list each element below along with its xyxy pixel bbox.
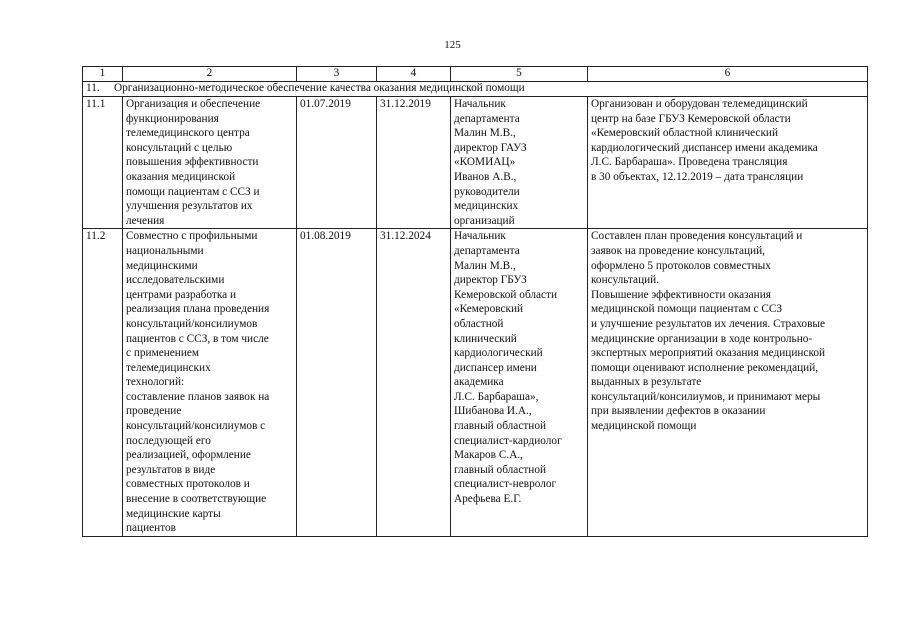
responsible-line: директор ГБУЗ: [454, 274, 527, 287]
responsible-cell: [451, 229, 588, 536]
responsible-line: медицинских: [454, 200, 519, 213]
task-line: консультаций/консилиумов с: [126, 420, 266, 433]
result-line: кардиологический диспансер имени академика: [591, 141, 818, 154]
plan-table: [82, 66, 868, 537]
responsible-line: главный областной: [454, 463, 547, 476]
section-number: 11.: [86, 82, 100, 94]
task-line: результатов в виде: [126, 463, 216, 476]
responsible-line: специалист-кардиолог: [454, 434, 562, 447]
header-row: [83, 67, 868, 82]
responsible-line: организаций: [454, 214, 515, 227]
table-row: [83, 229, 868, 536]
responsible-line: Л.С. Барбараша»,: [454, 390, 539, 403]
task-line: Совместно с профильными: [126, 230, 258, 243]
result-line: консультаций/консилиумов, и принимают меры: [591, 390, 821, 403]
task-line: медицинские карты: [126, 507, 221, 520]
result-line: центр на базе ГБУЗ Кемеровской области: [591, 112, 791, 125]
result-line: Л.С. Барбараша». Проведена трансляция: [591, 156, 788, 169]
result-line: выданных в результате: [591, 376, 702, 389]
result-line: медицинской помощи пациентам с ССЗ: [591, 303, 783, 316]
result-line: «Кемеровский областной клинический: [591, 127, 779, 140]
task-line: повышения эффективности: [126, 156, 259, 169]
task-line: телемедицинского центра: [126, 127, 250, 140]
task-line: медицинскими: [126, 259, 198, 272]
responsible-line: специалист-невролог: [454, 478, 557, 491]
end-date: 31.12.2024: [377, 229, 451, 536]
row-number: 11.1: [83, 97, 123, 229]
task-line: пациентов с ССЗ, в том числе: [126, 332, 269, 345]
responsible-line: департамента: [454, 112, 520, 125]
task-line: реализацией, оформление: [126, 449, 251, 462]
responsible-line: диспансер имени: [454, 361, 537, 374]
responsible-line: Кемеровской области: [454, 288, 558, 301]
task-line: составление планов заявок на: [126, 390, 270, 403]
result-line: медицинские организации в ходе контрольно-: [591, 332, 813, 345]
task-line: улучшения результатов их: [126, 200, 253, 213]
task-line: национальными: [126, 244, 204, 257]
result-line: медицинской помощи: [591, 420, 697, 433]
section-title: Организационно-методическое обеспечение качества оказания медицинской помощи: [114, 82, 525, 94]
table-row: [83, 97, 868, 229]
task-line: с применением: [126, 347, 200, 360]
responsible-line: директор ГАУЗ: [454, 141, 527, 154]
result-cell: [588, 97, 868, 229]
task-line: реализация плана проведения: [126, 303, 270, 316]
column-header: 1: [83, 67, 123, 82]
responsible-line: кардиологический: [454, 347, 543, 360]
task-line: проведение: [126, 405, 182, 418]
start-date: 01.08.2019: [297, 229, 377, 536]
task-line: лечения: [126, 214, 165, 227]
task-line: консультаций с целью: [126, 141, 233, 154]
result-line: Составлен план проведения консультаций и: [591, 230, 803, 243]
responsible-line: «КОМИАЦ»: [454, 156, 516, 169]
responsible-line: главный областной: [454, 420, 547, 433]
column-header: 6: [588, 67, 868, 82]
result-line: в 30 объектах, 12.12.2019 – дата трансляции: [591, 170, 804, 183]
task-line: функционирования: [126, 112, 219, 125]
task-line: пациентов: [126, 522, 176, 535]
task-line: последующей его: [126, 434, 211, 447]
task-line: помощи пациентам с ССЗ и: [126, 185, 260, 198]
task-line: консультаций/консилиумов: [126, 317, 258, 330]
responsible-line: Малин М.В.,: [454, 259, 516, 272]
result-line: Организован и оборудован телемедицинский: [591, 98, 808, 110]
task-line: исследовательскими: [126, 274, 225, 287]
result-cell: [588, 229, 868, 536]
task-line: телемедицинских: [126, 361, 211, 374]
responsible-line: Начальник: [454, 230, 506, 243]
result-line: при выявлении дефектов в оказании: [591, 405, 766, 418]
task-cell: [123, 229, 297, 536]
page-number: 125: [444, 39, 461, 51]
responsible-line: Шибанова И.А.,: [454, 405, 532, 418]
responsible-line: Иванов А.В.,: [454, 170, 517, 183]
result-line: консультаций.: [591, 274, 660, 287]
column-header: 5: [451, 67, 588, 82]
responsible-line: Макаров С.А.,: [454, 449, 524, 462]
section-row: [83, 82, 868, 97]
responsible-cell: [451, 97, 588, 229]
column-header: 3: [297, 67, 377, 82]
responsible-line: Начальник: [454, 98, 506, 110]
responsible-line: клинический: [454, 332, 517, 345]
column-header: 2: [123, 67, 297, 82]
responsible-line: департамента: [454, 244, 520, 257]
result-line: оформлено 5 протоколов совместных: [591, 259, 771, 272]
section-title-cell: [83, 82, 868, 97]
responsible-line: «Кемеровский: [454, 303, 524, 316]
row-number: 11.2: [83, 229, 123, 536]
task-line: внесение в соответствующие: [126, 493, 267, 506]
task-cell: [123, 97, 297, 229]
responsible-line: областной: [454, 317, 504, 330]
task-line: совместных протоколов и: [126, 478, 250, 491]
task-line: технологий:: [126, 376, 185, 389]
responsible-line: Арефьева Е.Г.: [454, 493, 522, 506]
column-header: 4: [377, 67, 451, 82]
task-line: центрами разработка и: [126, 288, 237, 301]
result-line: помощи оценивают исполнение рекомендаций,: [591, 361, 819, 374]
start-date: 01.07.2019: [297, 97, 377, 229]
result-line: и улучшение результатов их лечения. Страховые: [591, 317, 826, 330]
responsible-line: Малин М.В.,: [454, 127, 516, 140]
end-date: 31.12.2019: [377, 97, 451, 229]
responsible-line: руководители: [454, 185, 520, 198]
responsible-line: академика: [454, 376, 504, 389]
task-line: Организация и обеспечение: [126, 98, 261, 110]
result-line: Повышение эффективности оказания: [591, 288, 771, 301]
result-line: экспертных мероприятий оказания медицинской: [591, 347, 826, 360]
task-line: оказания медицинской: [126, 170, 236, 183]
result-line: заявок на проведение консультаций,: [591, 244, 765, 257]
